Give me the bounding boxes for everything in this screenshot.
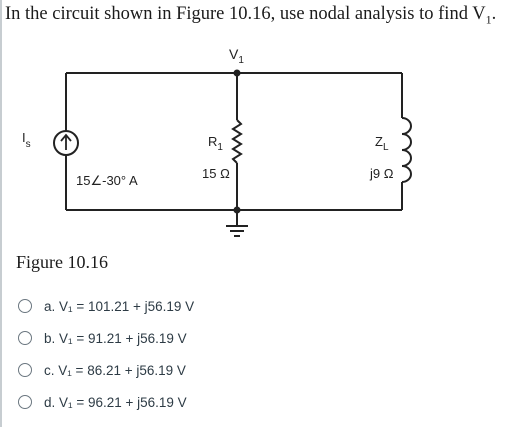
option-b-label: b. V₁ = 91.21 + j56.19 V [44, 330, 187, 346]
option-a[interactable] [18, 290, 194, 322]
option-c-label: c. V₁ = 86.21 + j56.19 V [44, 362, 186, 378]
option-b[interactable] [18, 322, 194, 354]
figure-caption: Figure 10.16 [16, 252, 108, 272]
circuit-diagram [0, 40, 517, 245]
option-c-radio[interactable] [18, 363, 32, 377]
option-c[interactable] [18, 354, 194, 386]
node-v1-dot [234, 70, 241, 77]
option-d-radio[interactable] [18, 395, 32, 409]
r1-value: 15 Ω [202, 166, 230, 181]
source-label: $I_s$ [22, 130, 31, 150]
node-ground-dot [234, 207, 241, 214]
r1-symbol [233, 120, 241, 163]
zl-value: j9 Ω [370, 166, 394, 181]
zl-symbol [402, 118, 411, 182]
option-b-radio[interactable] [18, 331, 32, 345]
zl-label: $Z_L$ [375, 134, 389, 153]
source-value: 15∠-30° A [76, 173, 138, 188]
node-label: $V_1$ [229, 46, 244, 66]
option-d-label: d. V₁ = 96.21 + j56.19 V [44, 394, 187, 410]
answer-options [18, 290, 194, 418]
r1-label: $R_1$ [208, 134, 223, 153]
option-d[interactable] [18, 386, 194, 418]
question-text: In the circuit shown in Figure 10.16, use nodal analysis to find $V_1$. [5, 4, 497, 27]
option-a-label: a. V₁ = 101.21 + j56.19 V [44, 298, 195, 314]
option-a-radio[interactable] [18, 299, 32, 313]
